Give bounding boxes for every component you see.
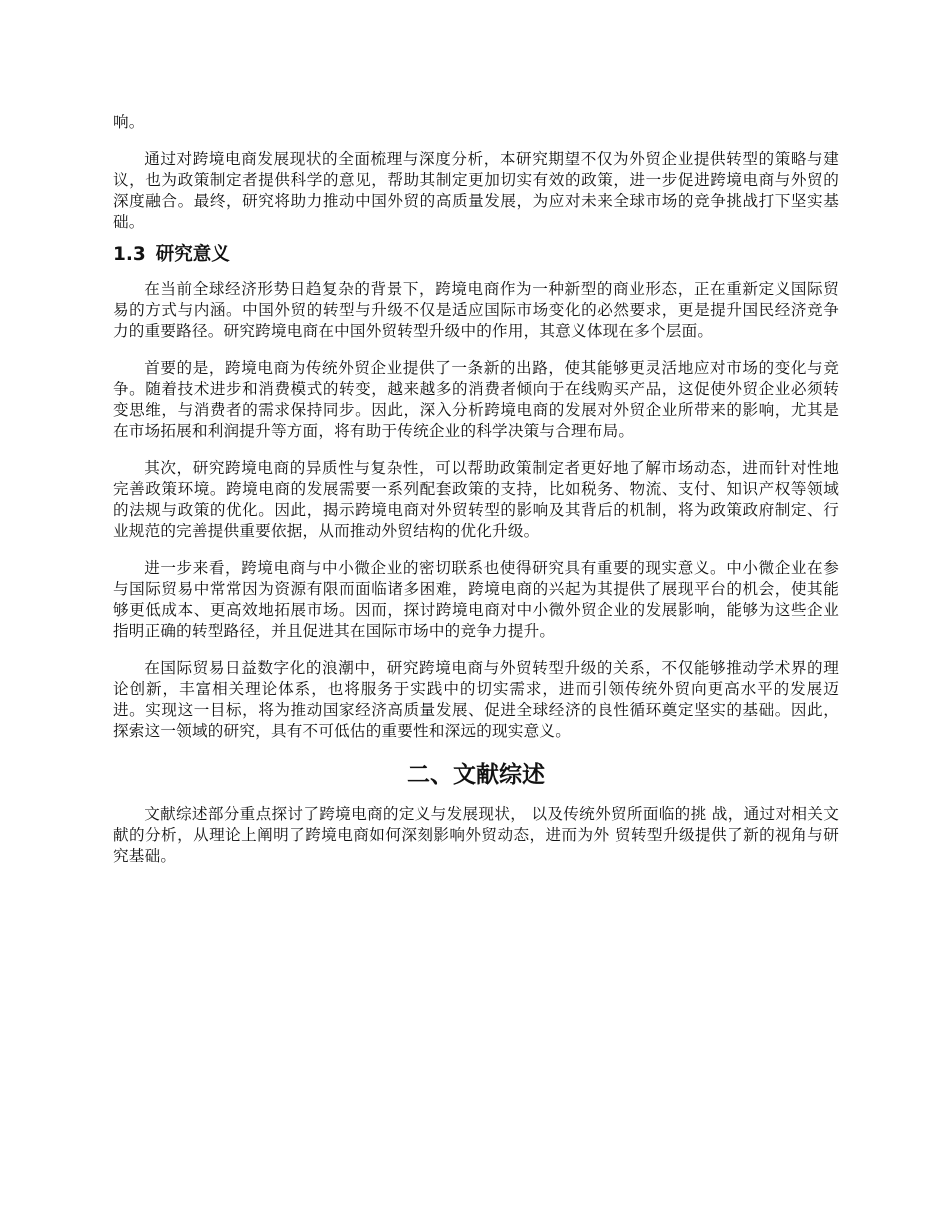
paragraph-research-expectation: 通过对跨境电商发展现状的全面梳理与深度分析，本研究期望不仅为外贸企业提供转型的策略与建议，也为政策制定者提供科学的意见，帮助其制定更加切实有效的政策，进一步促进跨境电商与外贸的深度融合。最终，研究将助力推动中国外贸的高质量发展，为应对未来全球市场的竞争挑战打下坚实基础。 <box>113 150 839 231</box>
paragraph-significance-digital: 在国际贸易日益数字化的浪潮中，研究跨境电商与外贸转型升级的关系，不仅能够推动学术界的理论创新，丰富相关理论体系，也将服务于实践中的切实需求，进而引领传统外贸向更高水平的发展迈进。实现这一目标，将为推动国家经济高质量发展、促进全球经济的良性循环奠定坚实的基础。因此，探索这一领域的研究，具有不可低估的重要性和深远的现实意义。 <box>113 659 839 740</box>
section-number: 1.3 <box>113 244 146 265</box>
paragraph-significance-second: 其次，研究跨境电商的异质性与复杂性，可以帮助政策制定者更好地了解市场动态，进而针对性地完善政策环境。跨境电商的发展需要一系列配套政策的支持，比如税务、物流、支付、知识产权等领域的法规与政策的优化。因此，揭示跨境电商对外贸转型的影响及其背后的机制，将为政策政府制定、行业规范的完善提供重要依据，从而推动外贸结构的优化升级。 <box>113 459 839 540</box>
paragraph-significance-intro: 在当前全球经济形势日趋复杂的背景下，跨境电商作为一种新型的商业形态，正在重新定义国际贸易的方式与内涵。中国外贸的转型与升级不仅是适应国际市场变化的必然要求，更是提升国民经济竞争力的重要路径。研究跨境电商在中国外贸转型升级中的作用，其意义体现在多个层面。 <box>113 280 839 340</box>
chapter-heading-literature-review: 二、文献综述 <box>407 762 545 788</box>
document-page <box>113 112 839 867</box>
section-heading-1-3 <box>113 243 839 267</box>
paragraph-significance-first: 首要的是，跨境电商为传统外贸企业提供了一条新的出路，使其能够更灵活地应对市场的变化与竞争。随着技术进步和消费模式的转变，越来越多的消费者倾向于在线购买产品，这促使外贸企业必须转变思维，与消费者的需求保持同步。因此，深入分析跨境电商的发展对外贸企业所带来的影响，尤其是在市场拓展和利润提升等方面，将有助于传统企业的科学决策与合理布局。 <box>113 359 839 440</box>
section-title: 研究意义 <box>155 244 230 265</box>
paragraph-continuation: 响。 <box>113 113 145 131</box>
paragraph-significance-smes: 进一步来看，跨境电商与中小微企业的密切联系也使得研究具有重要的现实意义。中小微企业在参与国际贸易中常常因为资源有限而面临诸多困难，跨境电商的兴起为其提供了展现平台的机会，使其能够更低成本、更高效地拓展市场。因而，探讨跨境电商对中小微外贸企业的发展影响，能够为这些企业指明正确的转型路径，并且促进其在国际市场中的竞争力提升。 <box>113 559 839 640</box>
paragraph-literature-review-intro: 文献综述部分重点探讨了跨境电商的定义与发展现状， 以及传统外贸所面临的挑 战，通过对相关文献的分析，从理论上阐明了跨境电商如何深刻影响外贸动态，进而为外 贸转型升级提供了新的视角与研究基础。 <box>113 805 839 865</box>
